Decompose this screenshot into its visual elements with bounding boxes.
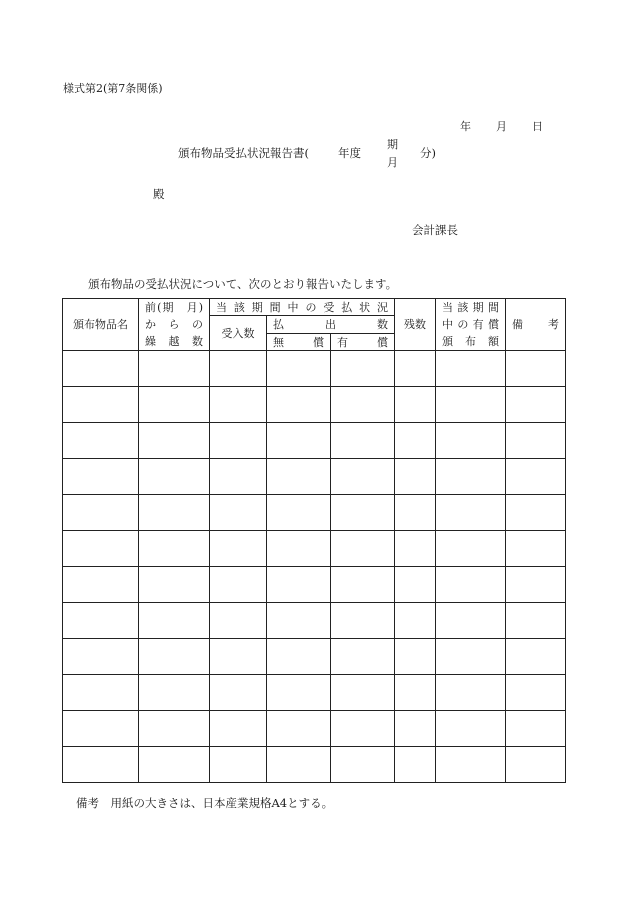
table-cell[interactable] bbox=[331, 639, 395, 675]
table-cell[interactable] bbox=[139, 387, 210, 423]
table-cell[interactable] bbox=[395, 495, 436, 531]
table-cell[interactable] bbox=[331, 495, 395, 531]
table-cell[interactable] bbox=[331, 747, 395, 783]
date-month-label: 月 bbox=[496, 120, 507, 133]
table-cell[interactable] bbox=[436, 423, 506, 459]
table-cell[interactable] bbox=[267, 387, 331, 423]
header-amount-line1: 当該期間 bbox=[442, 301, 499, 314]
table-cell[interactable] bbox=[506, 603, 566, 639]
sender-title: 会計課長 bbox=[412, 223, 458, 237]
table-cell[interactable] bbox=[63, 495, 139, 531]
table-cell[interactable] bbox=[267, 567, 331, 603]
table-cell[interactable] bbox=[139, 675, 210, 711]
table-cell[interactable] bbox=[506, 639, 566, 675]
table-cell[interactable] bbox=[506, 711, 566, 747]
table-cell[interactable] bbox=[506, 567, 566, 603]
table-cell[interactable] bbox=[139, 567, 210, 603]
table-cell[interactable] bbox=[267, 531, 331, 567]
table-cell[interactable] bbox=[210, 387, 267, 423]
table-cell[interactable] bbox=[139, 423, 210, 459]
table-cell[interactable] bbox=[210, 639, 267, 675]
table-cell[interactable] bbox=[267, 459, 331, 495]
table-cell[interactable] bbox=[506, 459, 566, 495]
header-carry-line1: 前(期 月) bbox=[145, 301, 203, 314]
table-cell[interactable] bbox=[331, 675, 395, 711]
footer-note: 備考 用紙の大きさは、日本産業規格A4とする。 bbox=[76, 796, 334, 810]
table-cell[interactable] bbox=[395, 675, 436, 711]
table-cell[interactable] bbox=[436, 711, 506, 747]
table-cell[interactable] bbox=[395, 747, 436, 783]
table-row bbox=[63, 603, 566, 639]
table-cell[interactable] bbox=[210, 711, 267, 747]
table-cell[interactable] bbox=[267, 351, 331, 387]
table-cell[interactable] bbox=[436, 675, 506, 711]
table-cell[interactable] bbox=[139, 747, 210, 783]
table-cell[interactable] bbox=[436, 603, 506, 639]
table-cell[interactable] bbox=[210, 495, 267, 531]
table-cell[interactable] bbox=[63, 747, 139, 783]
table-cell[interactable] bbox=[267, 747, 331, 783]
table-cell[interactable] bbox=[210, 531, 267, 567]
table-cell[interactable] bbox=[395, 567, 436, 603]
table-cell[interactable] bbox=[63, 603, 139, 639]
table-cell[interactable] bbox=[139, 711, 210, 747]
table-row bbox=[63, 423, 566, 459]
table-cell[interactable] bbox=[267, 711, 331, 747]
table-cell[interactable] bbox=[210, 423, 267, 459]
table-cell[interactable] bbox=[436, 351, 506, 387]
table-cell[interactable] bbox=[63, 711, 139, 747]
header-amount-line2: 中の有償 bbox=[442, 318, 499, 331]
header-item-name: 頒布物品名 bbox=[63, 299, 139, 351]
table-cell[interactable] bbox=[331, 387, 395, 423]
table-cell[interactable] bbox=[331, 459, 395, 495]
table-cell[interactable] bbox=[267, 423, 331, 459]
table-cell[interactable] bbox=[506, 495, 566, 531]
table-cell[interactable] bbox=[210, 675, 267, 711]
table-cell[interactable] bbox=[139, 639, 210, 675]
table-cell[interactable] bbox=[506, 351, 566, 387]
table-row bbox=[63, 531, 566, 567]
report-title-period-tsuki: 月 bbox=[387, 156, 398, 169]
table-cell[interactable] bbox=[436, 495, 506, 531]
table-cell[interactable] bbox=[395, 423, 436, 459]
table-cell[interactable] bbox=[506, 675, 566, 711]
table-cell[interactable] bbox=[331, 567, 395, 603]
table-cell[interactable] bbox=[395, 531, 436, 567]
table-cell[interactable] bbox=[436, 747, 506, 783]
table-row bbox=[63, 459, 566, 495]
table-cell[interactable] bbox=[139, 531, 210, 567]
table-cell[interactable] bbox=[395, 387, 436, 423]
table-cell[interactable] bbox=[395, 711, 436, 747]
header-carry-line3: 繰 越 数 bbox=[145, 335, 203, 348]
table-cell[interactable] bbox=[63, 351, 139, 387]
table-cell[interactable] bbox=[63, 567, 139, 603]
header-status-group: 当該期間中の受払状況 bbox=[210, 299, 395, 316]
table-cell[interactable] bbox=[63, 639, 139, 675]
table-cell[interactable] bbox=[331, 531, 395, 567]
table-cell[interactable] bbox=[210, 351, 267, 387]
date-day-label: 日 bbox=[532, 120, 543, 133]
table-cell[interactable] bbox=[210, 747, 267, 783]
table-cell[interactable] bbox=[331, 711, 395, 747]
table-cell[interactable] bbox=[63, 675, 139, 711]
header-remarks: 備 考 bbox=[506, 299, 566, 351]
table-cell[interactable] bbox=[267, 495, 331, 531]
table-cell[interactable] bbox=[139, 603, 210, 639]
header-issued-paid: 有 償 bbox=[331, 334, 395, 351]
table-row bbox=[63, 567, 566, 603]
header-paid-amount bbox=[436, 299, 506, 351]
table-cell[interactable] bbox=[210, 603, 267, 639]
table-row bbox=[63, 711, 566, 747]
table-cell[interactable] bbox=[210, 567, 267, 603]
table-cell[interactable] bbox=[267, 639, 331, 675]
table-row bbox=[63, 387, 566, 423]
table-cell[interactable] bbox=[63, 459, 139, 495]
table-cell[interactable] bbox=[331, 423, 395, 459]
report-title: 頒布物品受払状況報告書( bbox=[178, 146, 309, 160]
header-carry-over bbox=[139, 299, 210, 351]
header-issued: 払 出 数 bbox=[267, 316, 395, 334]
form-number: 様式第2(第7条関係) bbox=[63, 82, 163, 95]
table-cell[interactable] bbox=[63, 387, 139, 423]
table-cell[interactable] bbox=[436, 639, 506, 675]
report-table-body bbox=[63, 351, 566, 783]
table-row bbox=[63, 639, 566, 675]
table-row bbox=[63, 747, 566, 783]
report-title-year: 年度 bbox=[338, 146, 361, 160]
header-carry-line2: か ら の bbox=[145, 318, 203, 331]
table-row bbox=[63, 351, 566, 387]
table-cell[interactable] bbox=[395, 459, 436, 495]
header-remaining: 残数 bbox=[395, 299, 436, 351]
table-cell[interactable] bbox=[139, 351, 210, 387]
header-issued-free: 無 償 bbox=[267, 334, 331, 351]
header-received: 受入数 bbox=[210, 316, 267, 351]
table-cell[interactable] bbox=[331, 351, 395, 387]
report-table bbox=[62, 298, 566, 783]
table-cell[interactable] bbox=[395, 351, 436, 387]
report-title-end: 分) bbox=[420, 146, 436, 160]
table-cell[interactable] bbox=[506, 423, 566, 459]
report-title-period-ki: 期 bbox=[387, 138, 398, 151]
table-cell[interactable] bbox=[506, 747, 566, 783]
table-cell[interactable] bbox=[436, 531, 506, 567]
table-cell[interactable] bbox=[395, 603, 436, 639]
table-cell[interactable] bbox=[267, 675, 331, 711]
table-cell[interactable] bbox=[267, 603, 331, 639]
table-cell[interactable] bbox=[506, 531, 566, 567]
table-cell[interactable] bbox=[436, 459, 506, 495]
table-cell[interactable] bbox=[63, 531, 139, 567]
table-cell[interactable] bbox=[139, 495, 210, 531]
table-cell[interactable] bbox=[210, 459, 267, 495]
table-cell[interactable] bbox=[436, 567, 506, 603]
table-cell[interactable] bbox=[139, 459, 210, 495]
table-cell[interactable] bbox=[395, 639, 436, 675]
table-row bbox=[63, 675, 566, 711]
table-cell[interactable] bbox=[63, 423, 139, 459]
intro-text: 頒布物品の受払状況について、次のとおり報告いたします。 bbox=[88, 277, 398, 291]
header-amount-line3: 頒布額 bbox=[442, 335, 499, 348]
date-year-label: 年 bbox=[460, 120, 471, 133]
table-cell[interactable] bbox=[506, 387, 566, 423]
table-cell[interactable] bbox=[436, 387, 506, 423]
table-cell[interactable] bbox=[331, 603, 395, 639]
addressee-suffix: 殿 bbox=[153, 187, 165, 201]
table-row bbox=[63, 495, 566, 531]
